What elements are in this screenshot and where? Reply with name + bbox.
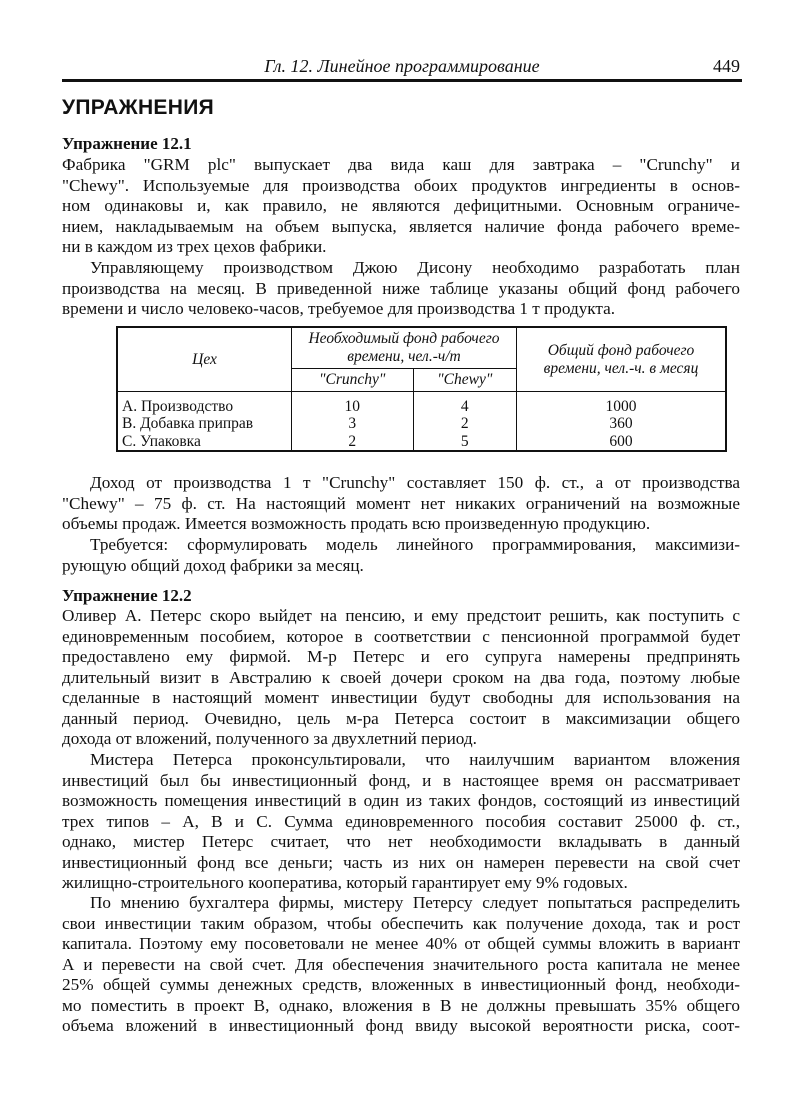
text-line: жилищно-строительного кооператива, который гарантирует ему 9% годовых. [62,873,628,892]
text-line: Фабрика "GRM plc" выпускает два вида каш для завтрака – "Crunchy" и [62,155,740,174]
text-line: инвестиционный фонд все деньги; часть из них он намерен перевести на свой счет [62,852,740,872]
text-line: капитала. Поэтому ему посоветовали не менее 40% от общей суммы вложить в вариант [62,934,740,953]
text-line: рующую общий доход фабрики за месяц. [62,555,364,575]
text-line: данный период. Очевидно, цель м-ра Петерса состоит в максимизации общего [62,708,740,728]
text-line: объема вложений в инвестиционный фонд ввиду высокой вероятности риска, соот- [62,1016,740,1035]
text-line: инвестиций был бы инвестиционный фонд, и в настоящее время он рассматривает [62,770,740,790]
ex1-paragraph-4 [62,535,740,576]
ex2-paragraph-3 [62,893,740,1037]
cell-shop: А. Производство [117,398,292,416]
table-row [117,415,726,433]
col-header-crunchy: "Crunchy" [292,369,414,392]
text-line: свои инвестиции таким образом, чтобы обеспечить как получение дохода, так и рост [62,913,740,933]
text-line: ном одинаковы и, как правило, не являются дефицитными. Основным ограниче- [62,196,740,215]
running-head [62,56,742,78]
cell-total: 1000 [517,398,727,416]
exercise-12-2-title: Упражнение 12.2 [62,586,192,605]
text-line: трех типов – А, В и С. Сумма единовременного пособия составит 25000 ф. ст., [62,811,740,831]
text-line: "Chewy" – 75 ф. ст. На настоящий момент нет никаких ограничений на возможные [62,493,740,513]
text-line: длительный визит в Австралию к своей дочери сроком на два года, поэтому любые [62,667,740,687]
text-line: нием, накладываемым на объем выпуска, является наличие фонда рабочего време- [62,216,740,236]
col-header-total: Общий фонд рабочего времени, чел.-ч. в месяц [517,327,727,392]
text-line: 25% общей суммы денежных средств, вложенных в инвестиционный фонд, необходи- [62,975,740,994]
text-line: объемы продаж. Имеется возможность продать всю произведенную продукцию. [62,514,651,533]
text-line: Доход от производства 1 т "Crunchy" составляет 150 ф. ст., а от производства [90,473,740,492]
chapter-title: Гл. 12. Линейное программирование [264,56,540,76]
col-header-shop: Цех [117,327,292,392]
cell-crunchy: 2 [292,433,414,452]
text-line: однако, мистер Петерс считает, что нет необходимости вкладывать в данный [62,832,740,851]
exercise-12-1-title: Упражнение 12.1 [62,134,192,153]
table-row [117,398,726,416]
ex1-paragraph-2 [62,258,740,320]
cell-chewy: 2 [413,415,517,433]
text-line: По мнению бухгалтера фирмы, мистеру Петерсу следует попытаться распределить [90,893,740,912]
col-header-required: Необходимый фонд рабочего времени, чел.-ч/т [292,327,517,369]
text-line: Требуется: сформулировать модель линейного программирования, максимизи- [90,535,740,554]
text-line: возможность помещения инвестиций в один из таких фондов, состоящий из инвестиций [62,791,740,810]
text-line: Оливер А. Петерс скоро выйдет на пенсию, и ему предстоит решить, как поступить с [62,606,740,625]
text-line: сделанные в настоящий момент инвестиции будут свободны для использования на [62,688,740,707]
text-line: Управляющему производством Джою Дисону необходимо разработать план [90,258,740,277]
header-rule [62,79,742,82]
ex1-paragraph-3 [62,473,740,535]
text-line: производства на месяц. В приведенной ниже таблице указаны общий фонд рабочего [62,278,740,298]
cell-crunchy: 3 [292,415,414,433]
text-line: дохода от вложений, полученного за двухлетний период. [62,729,477,748]
text-line: единовременным пособием, которое в соответствии с пенсионной программой будет [62,626,740,646]
ex2-paragraph-2 [62,750,740,894]
cell-crunchy: 10 [292,398,414,416]
page-number: 449 [713,56,740,76]
col-header-chewy: "Chewy" [413,369,517,392]
text-line: мо поместить в проект В, однако, вложения в В не должны превышать 35% общего [62,995,740,1015]
cell-shop: С. Упаковка [117,433,292,452]
ex1-paragraph-1 [62,155,740,258]
text-line: "Chewy". Используемые для производства обоих продуктов ингредиенты в основ- [62,175,740,195]
cell-total: 360 [517,415,727,433]
ex2-paragraph-1 [62,606,740,750]
text-line: предоставлено ему фирмой. М-р Петерс и его супруга намерены предпринять [62,647,740,666]
table-row [117,433,726,452]
text-line: Мистера Петерса проконсультировали, что наилучшим вариантом вложения [90,750,740,769]
cell-shop: В. Добавка приправ [117,415,292,433]
text-line: ни в каждом из трех цехов фабрики. [62,237,327,256]
cell-total: 600 [517,433,727,452]
text-line: времени и число человеко-часов, требуемое для производства 1 т продукта. [62,299,616,318]
text-line: А и перевести на свой счет. Для обеспечения значительного роста капитала не менее [62,954,740,974]
cell-chewy: 5 [413,433,517,452]
workshop-table [116,326,727,452]
cell-chewy: 4 [413,398,517,416]
section-title: УПРАЖНЕНИЯ [62,96,214,119]
